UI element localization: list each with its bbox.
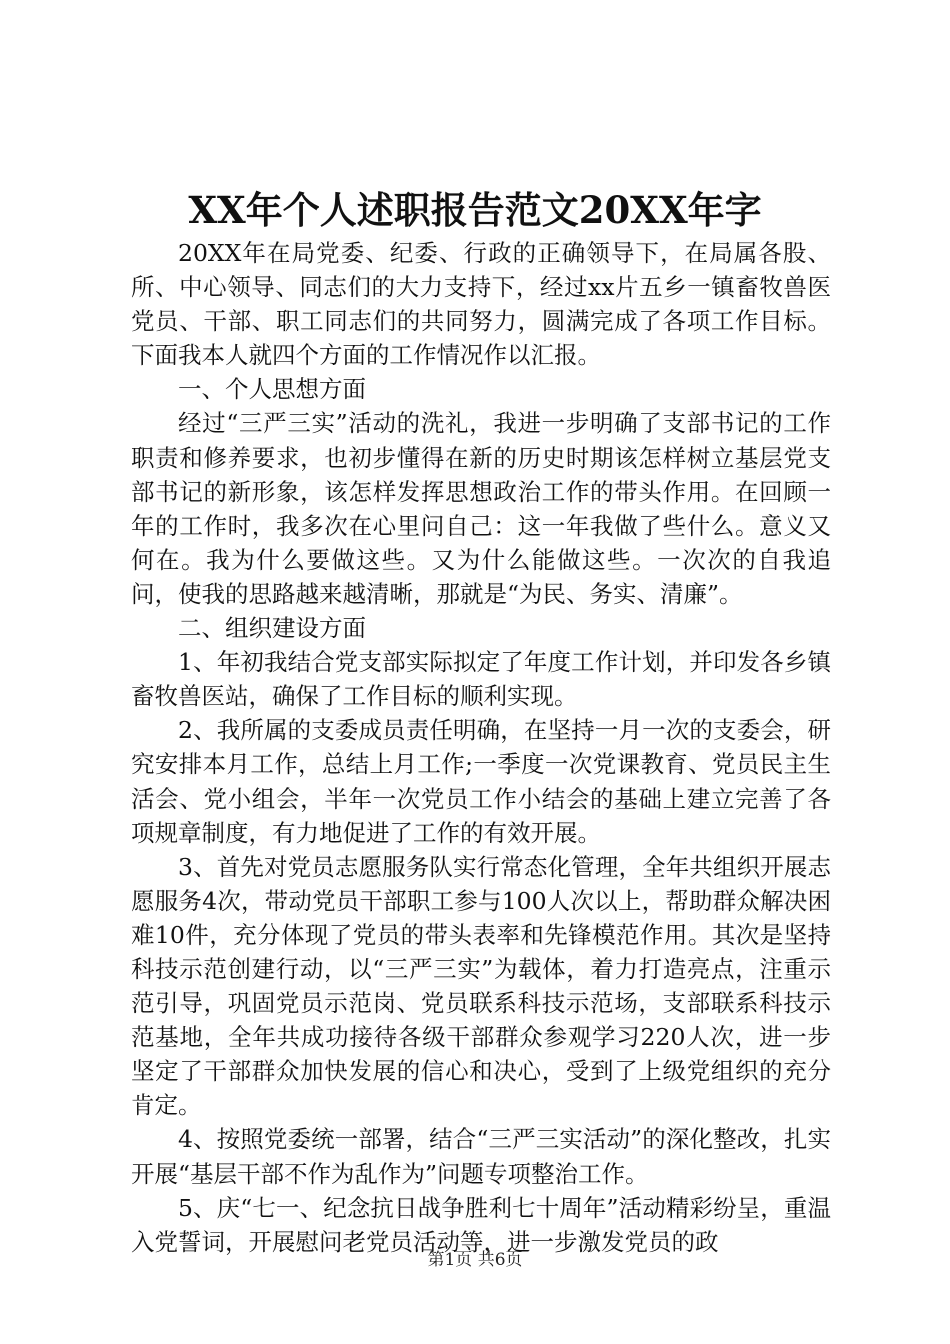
paragraph-item-4: 4、按照党委统一部署，结合“三严三实活动”的深化整改，扎实开展“基层干部不作为乱作为”问题专项整治工作。	[131, 1125, 831, 1188]
section-heading-2: 二、组织建设方面	[178, 614, 366, 643]
paragraph-item-1: 1、年初我结合党支部实际拟定了年度工作计划，并印发各乡镇畜牧兽医站，确保了工作目标的顺利实现。	[131, 648, 831, 711]
paragraph-item-3: 3、首先对党员志愿服务队实行常态化管理，全年共组织开展志愿服务4次，带动党员干部职工参与100人次以上，帮助群众解决困难10件，充分体现了党员的带头表率和先锋模范作用。其次是坚持科技示范创建行动，以“三严三实”为载体，着力打造亮点，注重示范引导，巩固党员示范岗、党员联系科技示范场，支部联系科技示范基地，全年共成功接待各级干部群众参观学习220人次，进一步坚定了干部群众加快发展的信心和决心，受到了上级党组织的充分肯定。	[131, 852, 831, 1120]
document-body	[131, 236, 831, 1259]
paragraph-item-5: 5、庆“七一、纪念抗日战争胜利七十周年”活动精彩纷呈，重温入党誓词，开展慰问老党员活动等，进一步激发党员的政	[131, 1193, 831, 1256]
paragraph-item-2: 2、我所属的支委成员责任明确，在坚持一月一次的支委会，研究安排本月工作，总结上月工作;一季度一次党课教育、党员民主生活会、党小组会，半年一次党员工作小结会的基础上建立完善了各项规章制度，有力地促进了工作的有效开展。	[131, 716, 831, 847]
paragraph-thought: 经过“三严三实”活动的洗礼，我进一步明确了支部书记的工作职责和修养要求，也初步懂得在新的历史时期该怎样树立基层党支部书记的新形象，该怎样发挥思想政治工作的带头作用。在回顾一年的工作时，我多次在心里问自己：这一年我做了些什么。意义又何在。我为什么要做这些。又为什么能做这些。一次次的自我追问，使我的思路越来越清晰，那就是“为民、务实、清廉”。	[131, 409, 831, 608]
document-title: XX年个人述职报告范文20XX年字	[188, 188, 762, 232]
intro-paragraph: 20XX年在局党委、纪委、行政的正确领导下，在局属各股、所、中心领导、同志们的大力支持下，经过xx片五乡一镇畜牧兽医党员、干部、职工同志们的共同努力，圆满完成了各项工作目标。下面我本人就四个方面的工作情况作以汇报。	[131, 239, 831, 370]
page-footer: 第1页 共6页	[427, 1250, 523, 1270]
section-heading-1: 一、个人思想方面	[178, 375, 366, 404]
